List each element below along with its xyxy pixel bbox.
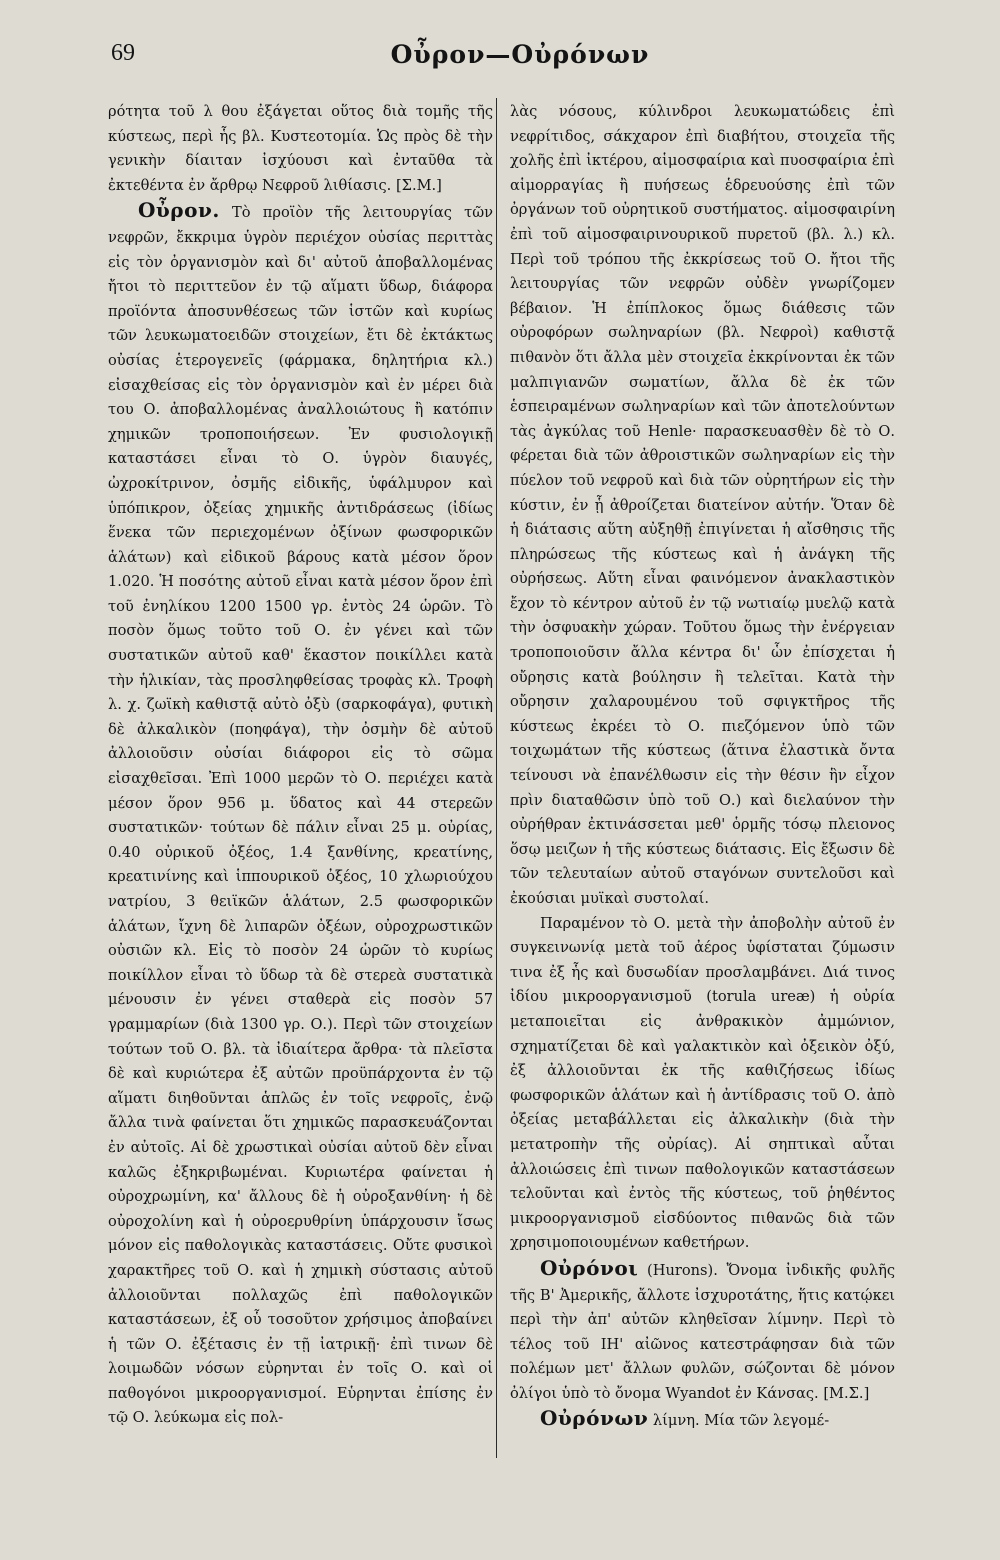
entry-ouronon <box>510 1406 895 1434</box>
right-column <box>510 100 895 1434</box>
paragraph-continuation: ρότητα τοῦ λ θου ἐξάγεται οὕτος διὰ τομῆς τῆς κύστεως, περὶ ἧς βλ. Κυστεοτομία. Ὡς πρὸς δὲ τὴν γενικὴν δίαιταν ἰσχύουσι καὶ ἐνταῦθα τὰ ἐκτεθέντα ἐν ἄρθρῳ Νεφροῦ λιθίασις. [Σ.Μ.] <box>108 103 493 194</box>
entry-body: (Hurons). Ὄνομα ἰνδικῆς φυλῆς τῆς Β' Ἀμερικῆς, ἄλλοτε ἰσχυροτάτης, ἥτις κατῴκει περὶ τὴν ἀπ' αὐτῶν κληθεῖσαν λίμνην. Περὶ τὸ τέλος τοῦ ΙΗ' αἰῶνος κατεστράφησαν διὰ τῶν πολέμων μετ' ἄλλων φυλῶν, σώζονται δὲ μόνον ὀλίγοι ὑπὸ τὸ ὄνομα Wyandot ἐν Κάνσας. [Μ.Σ.] <box>510 1261 895 1402</box>
entry-headword: Οὖρον. <box>138 198 220 223</box>
entry-ouron <box>108 198 493 1431</box>
paragraph-fermentation: Παραμένον τὸ Ο. μετὰ τὴν ἀποβολὴν αὐτοῦ ἐν συγκεινωνίᾳ μετὰ τοῦ ἀέρος ὑφίσταται ζύμωσιν τινα ἐξ ἧς καὶ δυσωδίαν προσλαμβάνει. Διά τινος ἰδίου μικροοργανισμοῦ (torula ureæ) ἡ οὐρία μεταποιεῖται εἰς ἀνθρακικὸν ἀμμώνιον, σχηματίζεται δὲ καὶ γαλακτικὸν καὶ ὀξεικὸν ὀξύ, ἐξ ἀλλοιοῦνται ἐκ τῆς καθιζήσεως ἰδίως φωσφορικῶν ἁλάτων καὶ ἡ ἀντίδρασις τοῦ Ο. ἀπὸ ὀξείας μεταβάλλεται εἰς ἀλκαλικὴν (διὰ τὴν μετατροπὴν τῆς οὐρίας). Αἱ σηπτικαὶ αὗται ἀλλοιώσεις ἐπὶ τινων παθολογικῶν καταστάσεων τελοῦνται καὶ ἐντὸς τῆς κύστεως, τοῦ ῥηθέντος μικροοργανισμοῦ εἰσδύοντος πιθανῶς διὰ τῶν χρησιμοποιουμένων καθετήρων. <box>510 914 895 1252</box>
entry-headword: Οὐρόνοι <box>540 1255 639 1280</box>
entry-ouronoi <box>510 1256 895 1407</box>
page-number: 69 <box>111 40 135 66</box>
running-head: Οὖρον—Οὐρόνων <box>390 40 650 69</box>
entry-body: λίμνη. Μία τῶν λεγομέ- <box>652 1412 830 1430</box>
left-column <box>108 100 493 1431</box>
entry-headword: Οὐρόνων <box>540 1406 649 1431</box>
page-header <box>95 40 945 80</box>
paragraph-continuation-right: λὰς νόσους, κύλινδροι λευκωματώδεις ἐπὶ νεφρίτιδος, σάκχαρον ἐπὶ διαβήτου, στοιχεῖα τῆς χολῆς ἐπὶ ἰκτέρου, αἱμοσφαίρια καὶ πυοσφαίρια ἐπὶ αἱμορραγίας ἢ πυήσεως ἑδρευούσης ἐπὶ τῶν ὀργάνων τοῦ οὐρητικοῦ συστήματος. αἱμοσφαιρίνη ἐπὶ τοῦ αἱμοσφαιρινουρικοῦ πυρετοῦ (βλ. λ.) κλ. Περὶ τοῦ τρόπου τῆς ἐκκρίσεως τοῦ Ο. ἤτοι τῆς λειτουργίας τῶν νεφρῶν οὐδὲν γνωρίζομεν βέβαιον. Ἡ ἐπίπλοκος ὅμως διάθεσις τῶν οὐροφόρων σωληναρίων (βλ. Νεφροὶ) καθιστᾷ πιθανὸν ὅτι ἄλλα μὲν στοιχεῖα ἐκκρίνονται ἐκ τῶν μαλπιγιανῶν σωματίων, ἄλλα δὲ ἐκ τῶν ἑσπειραμένων σωληναρίων καὶ τῶν ἀποτελούντων τὰς ἀγκύλας τοῦ Henle· παρασκευασθὲν δὲ τὸ Ο. φέρεται διὰ τῶν ἀθροιστικῶν σωληναρίων εἰς τὴν πύελον τοῦ νεφροῦ καὶ διὰ τῶν οὐρητήρων εἰς τὴν κύστιν, ἐν ᾗ ἀθροίζεται διατείνον αὐτήν. Ὅταν δὲ ἡ διάτασις αὕτη αὐξηθῇ ἐπιγίνεται ἡ αἴσθησις τῆς πληρώσεως τῆς κύστεως καὶ ἡ ἀνάγκη τῆς οὐρήσεως. Αὕτη εἶναι φαινόμενον ἀνακλαστικὸν ἔχον τὸ κέντρον αὐτοῦ ἐν τῷ νωτιαίῳ μυελῷ κατὰ τὴν ὀσφυακὴν χώραν. Τοῦτου ὅμως τὴν ἐνέργειαν τροποποιοῦσιν ἄλλα κέντρα δι' ὧν ἐπίσχεται ἡ οὔρησις κατὰ βούλησιν ἢ τελεῖται. Κατὰ τὴν οὔρησιν χαλαρουμένου τοῦ σφιγκτῆρος τῆς κύστεως ἐκρέει τὸ Ο. πιεζόμενον ὑπὸ τῶν τοιχωμάτων τῆς κύστεως (ἅτινα ἐλαστικὰ ὄντα τείνουσι νὰ ἐπανέλθωσιν εἰς τὴν θέσιν ἣν εἶχον πρὶν διαταθῶσιν ὑπὸ τοῦ Ο.) καὶ διελαύνον τὴν οὐρήθραν ἐκτινάσσεται μεθ' ὁρμῆς τόσῳ πλειονος ὅσῳ μειζων ἡ τῆς κύστεως διάτασις. Εἰς ἔξωσιν δὲ τῶν τελευταίων αὐτοῦ σταγόνων συντελοῦσι καὶ ἐκούσιαι μυϊκαὶ συστολαί. <box>510 103 895 907</box>
entry-body: Τὸ προϊὸν τῆς λειτουργίας τῶν νεφρῶν, ἔκκριμα ὑγρὸν περιέχον οὐσίας περιττὰς εἰς τὸν ὀργανισμὸν καὶ δι' αὐτοῦ ἀποβαλλομένας ἤτοι τὸ περιττεῦον ἐν τῷ αἵματι ὕδωρ, διάφορα προϊόντα ἀποσυνθέσεως τῶν ἱστῶν καὶ κυρίως τῶν λευκωματοειδῶν στοιχείων, ἔτι δὲ ἐκτάκτως οὐσίας ἑτερογενεῖς (φάρμακα, δηλητήρια κλ.) εἰσαχθείσας εἰς τὸν ὀργανισμὸν καὶ ἐν μέρει διὰ του Ο. ἀποβαλλομένας ἀναλλοιώτους ἢ κατόπιν χημικῶν τροποποιήσεων. Ἐν φυσιολογικῇ καταστάσει εἶναι τὸ Ο. ὑγρὸν διαυγές, ὠχροκίτρινον, ὀσμῆς εἰδικῆς, ὑφάλμυρον καὶ ὑπόπικρον, ὀξείας χημικῆς ἀντιδράσεως (ἰδίως ἕνεκα τῶν περιεχομένων ὀξίνων φωσφορικῶν ἁλάτων) καὶ εἰδικοῦ βάρους κατὰ μέσον ὅρον 1.020. Ἡ ποσότης αὐτοῦ εἶναι κατὰ μέσον ὅρον ἐπὶ τοῦ ἐνηλίκου 1200 1500 γρ. ἐντὸς 24 ὡρῶν. Τὸ ποσὸν ὅμως τοῦτο τοῦ Ο. ἐν γένει καὶ τῶν συστατικῶν αὐτοῦ καθ' ἕκαστον ποικίλλει κατὰ τὴν ἡλικίαν, τὰς προσληφθείσας τροφὰς κλ. Τροφὴ λ. χ. ζωϊκὴ καθιστᾷ αὐτὸ ὀξὺ (σαρκοφάγα), φυτικὴ δὲ ἀλκαλικὸν (ποηφάγα), τὴν ὀσμὴν δὲ αὐτοῦ ἀλλοιοῦσιν οὐσίαι διάφοροι εἰς τὸ σῶμα εἰσαχθεῖσαι. Ἐπὶ 1000 μερῶν τὸ Ο. περιέχει κατὰ μέσον ὅρον 956 μ. ὕδατος καὶ 44 στερεῶν συστατικῶν· τούτων δὲ πάλιν εἶναι 25 μ. οὐρίας, 0.40 οὐρικοῦ ὀξέος, 1.4 ξανθίνης, κρεατίνης, κρεατινίνης καὶ ἱππουρικοῦ ὀξέος, 10 χλωριούχου νατρίου, 3 θειϊκῶν ἁλάτων, 2.5 φωσφορικῶν ἁλάτων, ἴχνη δὲ λιπαρῶν ὀξέων, οὐροχρωστικῶν οὐσιῶν κλ. Εἰς τὸ ποσὸν 24 ὡρῶν τὸ κυρίως ποικίλλον εἶναι τὸ ὕδωρ τὰ δὲ στερεὰ συστατικὰ μένουσιν ἐν γένει σταθερὰ εἰς ποσὸν 57 γραμμαρίων (διὰ 1300 γρ. Ο.). Περὶ τῶν στοιχείων τούτων τοῦ Ο. βλ. τὰ ἰδιαίτερα ἄρθρα· τὰ πλεῖστα δὲ καὶ κυριώτερα ἐξ αὐτῶν προϋπάρχοντα ἐν τῷ αἵματι διηθοῦνται ἁπλῶς ἐν τοῖς νεφροῖς, ἐνῷ ἄλλα τινὰ φαίνεται ὅτι χημικῶς παρασκευάζονται ἐν αὐτοῖς. Αἱ δὲ χρωστικαὶ οὐσίαι αὐτοῦ δὲν εἶναι καλῶς ἐξηκριβωμέναι. Κυριωτέρα φαίνεται ἡ οὐροχρωμίνη, κα' ἄλλους δὲ ἡ οὐροξανθίνη· ἡ δὲ οὐροχολίνη καὶ ἡ οὐροερυθρίνη ὑπάρχουσιν ἴσως μόνον εἰς παθολογικὰς καταστάσεις. Οὔτε φυσικοὶ χαρακτῆρες τοῦ Ο. καὶ ἡ χημικὴ σύστασις αὐτοῦ ἀλλοιοῦνται πολλαχῶς ἐπὶ παθολογικῶν καταστάσεων, ἐξ οὗ τοσοῦτον χρήσιμος ἀποβαίνει ἡ τῶν Ο. ἐξέτασις ἐν τῇ ἰατρικῇ· ἐπὶ τινων δὲ λοιμωδῶν νόσων εὑρηνται ἐν τοῖς Ο. καὶ οἱ παθογόνοι μικροοργανισμοί. Εὑρηνται ἐπίσης ἐν τῷ Ο. λεύκωμα εἰς πολ- <box>108 204 493 1427</box>
column-divider <box>496 98 497 1458</box>
